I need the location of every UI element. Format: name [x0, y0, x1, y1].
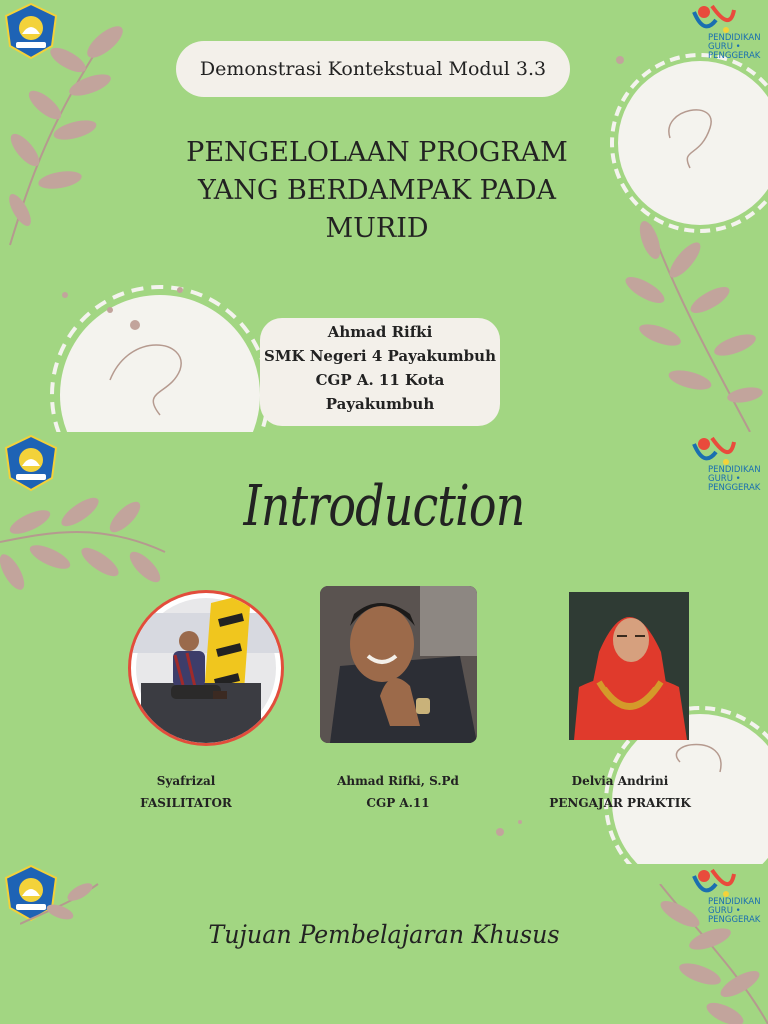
- author-program-line1: CGP A. 11 Kota: [315, 371, 445, 389]
- person-role: FASILITATOR: [140, 796, 232, 810]
- author-school: SMK Negeri 4 Payakumbuh: [264, 347, 496, 365]
- guru-penggerak-logo: [686, 864, 768, 928]
- tut-wuri-handayani-logo: [2, 434, 60, 492]
- logo-text-line2: GURU •: [708, 42, 741, 52]
- author-name: Ahmad Rifki: [327, 323, 433, 341]
- person-caption-participant: [318, 770, 478, 814]
- person-name: Syafrizal: [156, 774, 216, 788]
- author-info: [250, 320, 510, 416]
- person-photo-participant: [320, 586, 477, 743]
- person-caption-mentor: [530, 770, 710, 814]
- logo-text-line3: PENGGERAK: [708, 51, 761, 61]
- logo-text-line3: PENGGERAK: [708, 915, 761, 925]
- introduction-heading: Introduction: [243, 474, 525, 539]
- person-name: Delvia Andrini: [571, 774, 669, 788]
- main-title: PENGELOLAAN PROGRAM YANG BERDAMPAK PADA MURID: [186, 137, 568, 244]
- person-role: PENGAJAR PRAKTIK: [549, 796, 691, 810]
- introduction-slide: [0, 432, 768, 864]
- guru-penggerak-logo: [686, 0, 768, 64]
- logo-text-line1: PENDIDIKAN: [708, 33, 761, 43]
- person-photo-mentor: [569, 592, 689, 740]
- objectives-slide: [0, 864, 768, 1024]
- person-role: CGP A.11: [366, 796, 430, 810]
- person-name: Ahmad Rifki, S.Pd: [337, 774, 459, 788]
- person-caption-facilitator: [118, 770, 254, 814]
- cover-slide: [0, 0, 768, 432]
- logo-text-line1: PENDIDIKAN: [708, 465, 761, 475]
- person-photo-facilitator: [128, 590, 284, 746]
- logo-text-line3: PENGGERAK: [708, 483, 761, 493]
- module-title: Demonstrasi Kontekstual Modul 3.3: [176, 41, 570, 97]
- tut-wuri-handayani-logo: [2, 2, 60, 60]
- logo-text-line2: GURU •: [708, 474, 741, 484]
- objectives-heading: Tujuan Pembelajaran Khusus: [208, 920, 560, 949]
- author-program-line2: Payakumbuh: [325, 395, 435, 413]
- logo-text-line1: PENDIDIKAN: [708, 897, 761, 907]
- dot-decoration: [480, 812, 540, 852]
- logo-text-line2: GURU •: [708, 906, 741, 916]
